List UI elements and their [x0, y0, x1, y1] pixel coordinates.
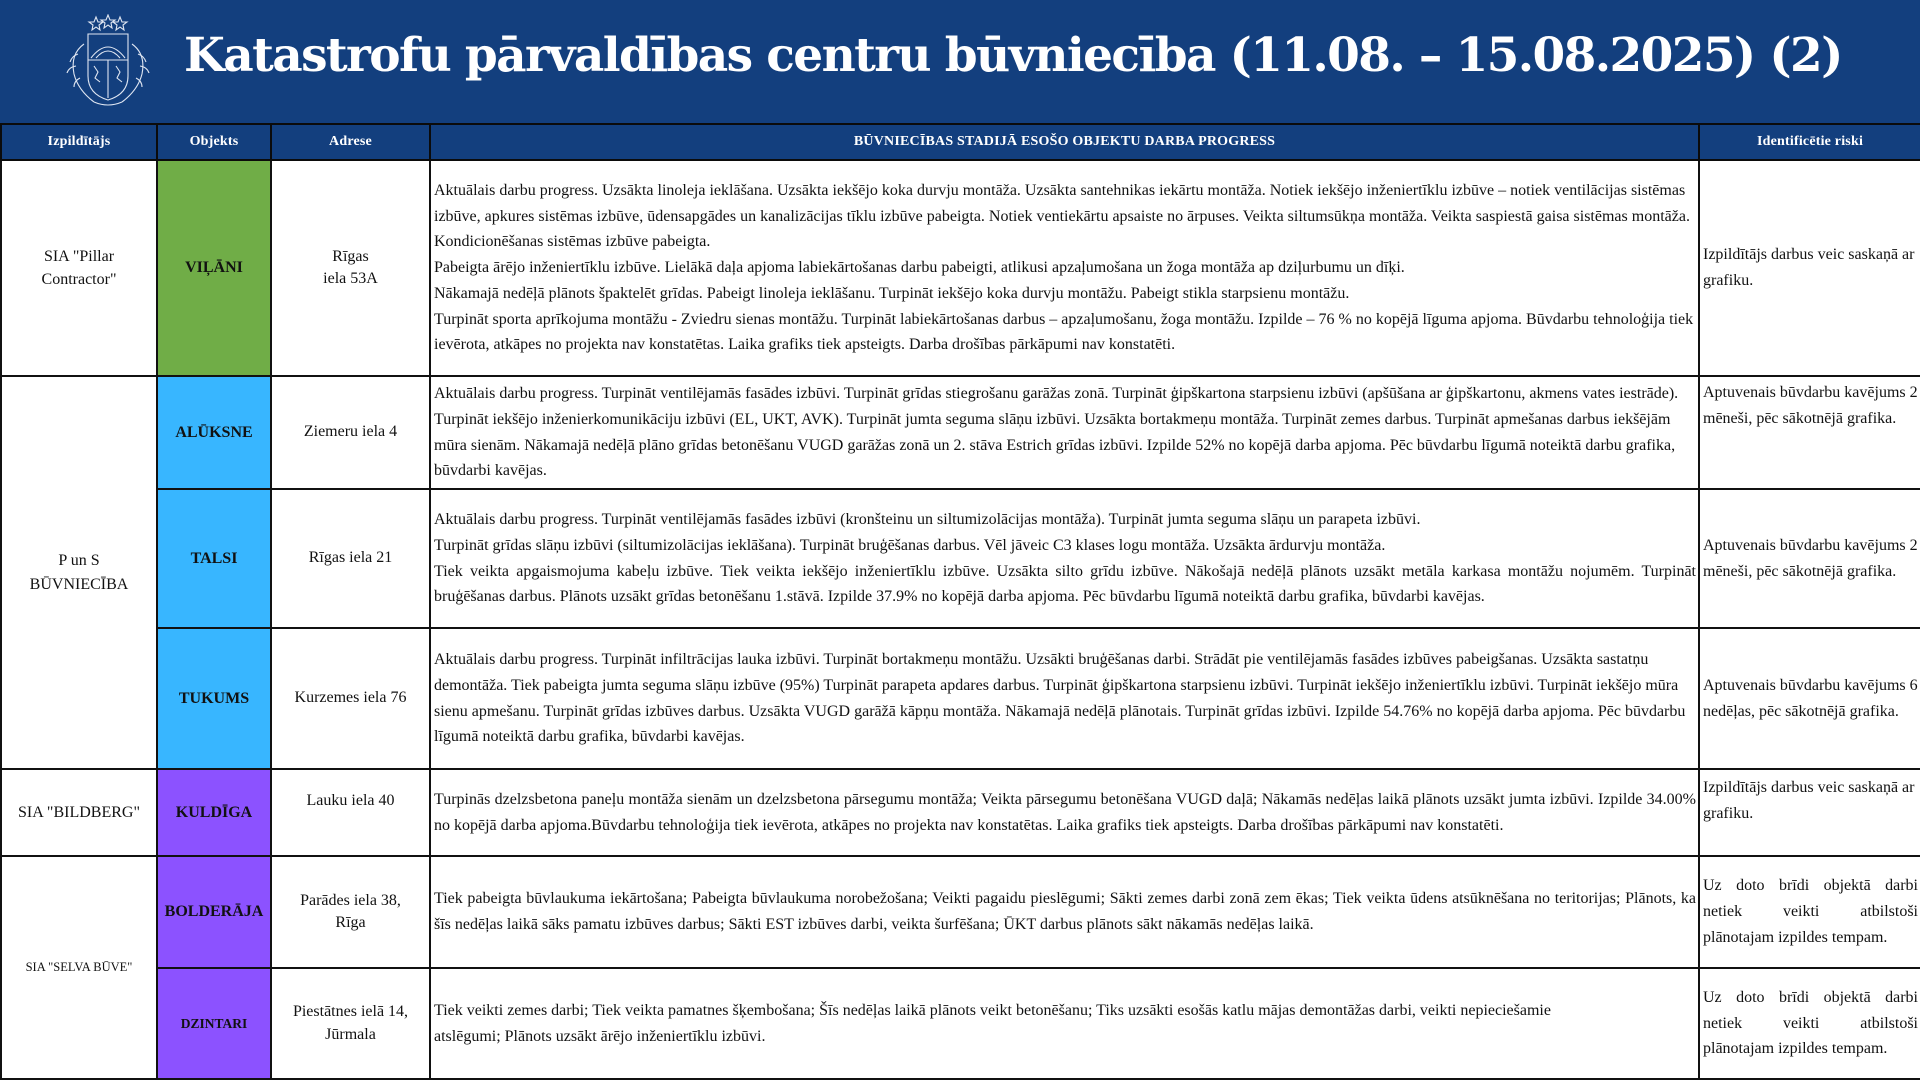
risk-cell: Aptuvenais būvdarbu kavējums 2 mēneši, pēc sākotnējā grafika.	[1699, 489, 1920, 628]
address-cell	[271, 769, 430, 856]
contractor-cell: P un S BŪVNIECĪBA	[1, 376, 157, 769]
contractor-cell: SIA "SELVA BŪVE"	[1, 856, 157, 1079]
object-cell: TUKUMS	[157, 628, 271, 769]
address-line: Rīgas iela 21	[308, 549, 393, 567]
progress-paragraph: Nākamajā nedēļā plānots špaktelēt grīdas. Pabeigt linoleja ieklāšanu. Turpināt iekšējo koka durvju montāžu. Pabeigt stikla starpsienu montāžu.	[434, 284, 1350, 302]
construction-progress-table	[0, 123, 1920, 1080]
address-line: Rīgas	[332, 247, 369, 265]
column-header-risks: Identificētie riski	[1699, 124, 1920, 160]
progress-cell	[430, 489, 1699, 628]
progress-cell	[430, 160, 1699, 376]
table-row	[1, 489, 1920, 628]
address-line: iela 53A	[323, 270, 378, 287]
progress-cell	[430, 968, 1699, 1079]
table-row	[1, 160, 1920, 376]
object-cell: TALSI	[157, 489, 271, 628]
object-cell: DZINTARI	[157, 968, 271, 1079]
progress-cell	[430, 856, 1699, 968]
page-header	[0, 0, 1920, 123]
page-title: Katastrofu pārvaldības centru būvniecība (11.08. – 15.08.2025) (2)	[184, 28, 1842, 83]
risk-cell: Izpildītājs darbus veic saskaņā ar grafiku.	[1699, 160, 1920, 376]
risk-cell: Izpildītājs darbus veic saskaņā ar grafiku.	[1699, 769, 1920, 856]
progress-paragraph: Turpinās dzelzsbetona paneļu montāža sienām un dzelzsbetona pārsegumu montāža; Veikta pārsegumu betonēšana VUGD daļā; Nākamās nedēļas laikā plānots uzsākt jumta izbūvi. Izpilde 34.00% no kopējā darba apjoma.Būvdarbu tehnoloģija tiek ievērota, atkāpes no projekta nav konstatētas. Laika grafiks tiek apsteigts. Darba drošības pārkāpumi nav konstatēti.	[434, 790, 1696, 834]
address-line: Parādes iela 38,	[300, 891, 401, 909]
address-cell	[271, 856, 430, 968]
progress-paragraph: Tiek veikta apgaismojuma kabeļu izbūve. Tiek veikta iekšējo inženiertīklu izbūve. Uzsākta silto grīdu izbūve. Nākošajā nedēļā plānots uzsākt metāla karkasa montāžu nojumēm. Turpināt bruģēšanas darbus. Plānots uzsākt grīdas betonēšanu 1.stāvā. Izpilde 37.9% no kopējā darba apjoma. Pēc būvdarbu līgumā noteiktā darbu grafika, būvdarbi kavējas.	[434, 562, 1696, 606]
progress-paragraph: Tiek veikti zemes darbi; Tiek veikta pamatnes šķembošana; Šīs nedēļas laikā plānots veikt betonēšanu; Tiks uzsākti esošās katlu mājas demontāžas darbi, veikti nepieciešamie atslēgumi; Plānots uzsākt ārējo inženiertīklu izbūvi.	[434, 1001, 1551, 1045]
table-header-row	[1, 124, 1920, 160]
contractor-cell: SIA "Pillar Contractor"	[1, 160, 157, 376]
address-cell	[271, 628, 430, 769]
address-cell	[271, 160, 430, 376]
risk-cell: Uz doto brīdi objektā darbi netiek veikti atbilstoši plānotajam izpildes tempam.	[1699, 856, 1920, 968]
risk-cell: Aptuvenais būvdarbu kavējums 2 mēneši, pēc sākotnējā grafika.	[1699, 376, 1920, 489]
address-cell	[271, 489, 430, 628]
progress-cell	[430, 376, 1699, 489]
address-cell	[271, 968, 430, 1079]
address-line: Kurzemes iela 76	[294, 689, 407, 707]
address-line: Jūrmala	[325, 1025, 376, 1043]
column-header-address: Adrese	[271, 124, 430, 160]
object-cell: VIĻĀNI	[157, 160, 271, 376]
risk-cell: Aptuvenais būvdarbu kavējums 6 nedēļas, pēc sākotnējā grafika.	[1699, 628, 1920, 769]
address-line: Ziemeru iela 4	[303, 423, 398, 441]
table-row	[1, 968, 1920, 1079]
column-header-progress: BŪVNIECĪBAS STADIJĀ ESOŠO OBJEKTU DARBA PROGRESS	[430, 124, 1699, 160]
address-line: Rīga	[335, 914, 366, 931]
object-cell: BOLDERĀJA	[157, 856, 271, 968]
address-cell	[271, 376, 430, 489]
progress-paragraph: Aktuālais darbu progress. Uzsākta linoleja ieklāšana. Uzsākta iekšējo koka durvju montāža. Uzsākta santehnikas iekārtu montāža. Notiek iekšējo inženiertīklu izbūve – notiek ventilācijas sistēmas izbūve, apkures sistēmas izbūve, ūdensapgādes un kanalizācijas tīklu izbūve pabeigta. Notiek ventiekārtu apsaiste no ārpuses. Veikta siltumsūkņa montāža. Veikta saspiestā gaisa sistēmas montāža. Kondicionēšanas sistēmas izbūve pabeigta.	[434, 181, 1690, 251]
table-row	[1, 856, 1920, 968]
table-row	[1, 769, 1920, 856]
table-row	[1, 376, 1920, 489]
progress-paragraph: Aktuālais darbu progress. Turpināt ventilējamās fasādes izbūvi. Turpināt grīdas stiegrošanu garāžas zonā. Turpināt ģipškartona starpsienu izbūvi (apšūšana ar ģipškartonu, akmens vates iestrāde). Turpināt iekšējo inženierkomunikāciju izbūvi (EL, UKT, AVK). Turpināt jumta seguma slāņu izbūvi. Uzsākta bortakmeņu montāža. Turpināt zemes darbus. Turpināt apmešanas darbus iekšējām mūra sienām. Nākamajā nedēļā plāno grīdas betonēšanu VUGD garāžas zonā un 2. stāva Estrich grīdas izbūvi. Izpilde 52% no kopējā darba apjoma. Pēc būvdarbu līgumā noteiktā darbu grafika, būvdarbi kavējas.	[434, 384, 1679, 480]
address-line: Lauku iela 40	[306, 792, 395, 809]
column-header-contractor: Izpildītājs	[1, 124, 157, 160]
progress-cell	[430, 769, 1699, 856]
progress-paragraph: Turpināt grīdas slāņu izbūvi (siltumizolācijas ieklāšana). Turpināt bruģēšanas darbus. Vēl jāveic C3 klases logu montāža. Uzsākta ārdurvju montāža.	[434, 536, 1386, 554]
progress-paragraph: Pabeigta ārējo inženiertīklu izbūve. Lielākā daļa apjoma labiekārtošanas darbu pabeigti, atlikusi apzaļumošana un žoga montāža ap dziļurbumu un dīķi.	[434, 259, 1405, 277]
address-line: Piestātnes ielā 14,	[292, 1003, 409, 1021]
table-row	[1, 628, 1920, 769]
progress-paragraph: Turpināt sporta aprīkojuma montāžu - Zviedru sienas montāžu. Turpināt labiekārtošanas darbus – apzaļumošanu, žoga montāžu. Izpilde – 76 % no kopējā līguma apjoma. Būvdarbu tehnoloģija tiek ievērota, atkāpes no projekta nav konstatētas. Laika grafiks tiek apsteigts. Darba drošības pārkāpumi nav konstatēti.	[434, 310, 1694, 354]
progress-paragraph: Tiek pabeigta būvlaukuma iekārtošana; Pabeigta būvlaukuma norobežošana; Veikti pagaidu pieslēgumi; Sākti zemes darbi zonā zem ēkas; Tiek veikta ūdens atsūknēšana no teritorijas; Plānots, ka šīs nedēļas laikā sāks pamatu izbūves darbus; Sākti EST izbūves darbi, veikta šurfēšana; ŪKT darbus plānots sākt nākamās nedēļas laikā.	[434, 890, 1696, 933]
contractor-cell: SIA "BILDBERG"	[1, 769, 157, 856]
progress-paragraph: Aktuālais darbu progress. Turpināt infiltrācijas lauka izbūvi. Turpināt bortakmeņu montāžu. Uzsākti bruģēšanas darbi. Strādāt pie ventilējamās fasādes izbūves pabeigšanas. Uzsākta sastatņu demontāža. Tiek pabeigta jumta seguma slāņu izbūve (95%) Turpināt parapeta apdares darbus. Turpināt ģipškartona starpsienu izbūvi. Turpināt iekšējo inženiertīklu izbūvi. Turpināt iekšējo mūra sienu apmešanu. Turpināt grīdas izbūves darbus. Uzsākta VUGD garāžā kāpņu montāža. Nākamajā nedēļā plānotais. Turpināt grīdas izbūvi. Izpilde 54.76% no kopējā darba apjoma. Pēc būvdarbu līgumā noteiktā darbu grafika, būvdarbi kavējas.	[434, 650, 1686, 746]
object-cell: KULDĪGA	[157, 769, 271, 856]
stars-icon	[89, 15, 127, 30]
object-cell: ALŪKSNE	[157, 376, 271, 489]
latvia-coat-of-arms-logo	[58, 14, 158, 110]
progress-cell	[430, 628, 1699, 769]
progress-paragraph: Aktuālais darbu progress. Turpināt ventilējamās fasādes izbūvi (kronšteinu un siltumizolācijas montāža). Turpināt jumta seguma slāņu un parapeta izbūvi.	[434, 510, 1421, 528]
column-header-object: Objekts	[157, 124, 271, 160]
risk-cell: Uz doto brīdi objektā darbi netiek veikti atbilstoši plānotajam izpildes tempam.	[1699, 968, 1920, 1079]
